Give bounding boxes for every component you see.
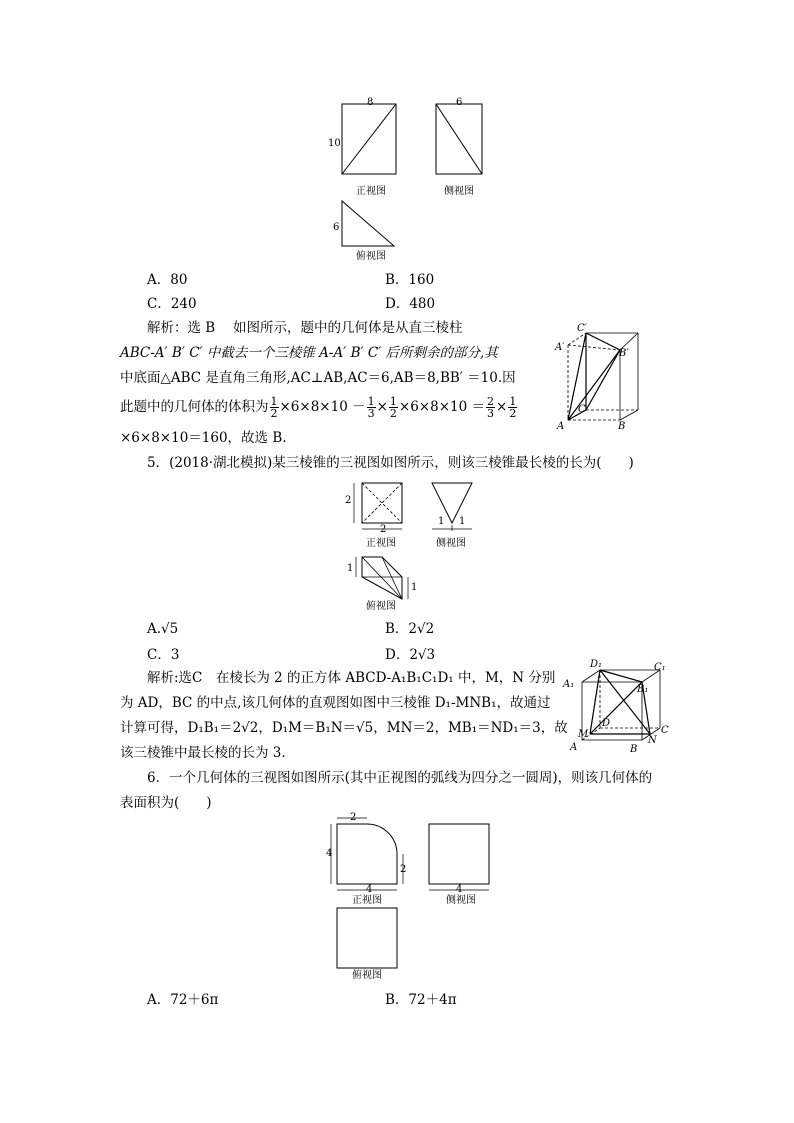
q6-front-view — [337, 824, 397, 884]
q5-solution-line2: 为 AD，BC 的中点,该几何体的直观图如图中三棱锥 D₁-MNB₁，故通过 — [120, 695, 551, 711]
q5-option-c: C．3 — [147, 647, 180, 663]
q5-three-view-figure — [340, 475, 490, 615]
q6-option-b: B．72＋4π — [385, 992, 457, 1008]
q5-front-label: 正视图 — [366, 538, 396, 549]
q4-option-b: B．160 — [385, 272, 435, 288]
q4-side-diagonal — [436, 104, 482, 174]
q4-frac-two-thirds: $\frac{2}{3}$ — [487, 395, 494, 420]
q5-cube-label-a1: A₁ — [563, 679, 575, 690]
q5-solution-line1: 解析:选C 在棱长为 2 的正方体 ABCD-A₁B₁C₁D₁ 中，M，N 分别 — [147, 670, 556, 686]
q5-dim-front-left: 2 — [345, 495, 352, 506]
q5-top-label: 俯视图 — [366, 601, 396, 612]
q4-option-a: A．80 — [147, 272, 188, 288]
q6-dim-bottom: 4 — [366, 884, 373, 895]
q6-side-view — [429, 824, 489, 884]
q4-front-label: 正视图 — [356, 186, 386, 197]
q4-prism-label-c1: C′ — [577, 323, 587, 334]
q5-dim-side-left: 1 — [438, 516, 445, 527]
q4-line4-mid1: ×6×8×10 － — [279, 399, 366, 415]
q4-solution-line3: 中底面△ABC 是直角三角形,AC⊥AB,AC＝6,AB＝8,BB′ ＝10.因 — [120, 370, 516, 386]
q4-solution-line5: ×6×8×10＝160，故选 B. — [120, 430, 287, 446]
q5-option-d: D．2√3 — [385, 647, 436, 663]
q4-prism-label-a: A — [557, 421, 565, 432]
q5-cube-label-d1: D₁ — [590, 659, 603, 670]
q6-dim-right: 2 — [400, 864, 407, 875]
q5-option-b: B．2√2 — [385, 621, 435, 637]
q5-solution-line4: 该三棱锥中最长棱的长为 3. — [120, 745, 286, 761]
q5-stem: 5．(2018·湖北模拟)某三棱锥的三视图如图所示，则该三棱锥最长棱的长为( ) — [147, 455, 634, 471]
q4-line4-mid4: × — [496, 399, 508, 415]
q6-side-label: 侧视图 — [446, 895, 476, 906]
q5-cube-label-d: D — [602, 718, 611, 729]
q4-prism-label-b: B — [618, 421, 626, 432]
q4-dim-plan: 6 — [333, 222, 340, 233]
q5-front-view — [362, 483, 402, 523]
q4-frac-half-2: $\frac{1}{2}$ — [389, 395, 397, 420]
q4-option-c: C．240 — [147, 296, 197, 312]
q6-dim-top: 2 — [350, 812, 357, 823]
q5-cube-label-b1: B₁ — [637, 684, 649, 695]
q6-dim-left: 4 — [326, 848, 333, 859]
q5-option-a: A.√5 — [147, 621, 179, 637]
q4-frac-half-3: $\frac{1}{2}$ — [509, 395, 517, 420]
q4-dim-top: 8 — [367, 97, 374, 108]
q5-dim-top-left: 1 — [347, 563, 354, 574]
q4-frac-third: $\frac{1}{3}$ — [367, 395, 375, 420]
q4-solution-line4 — [120, 396, 518, 419]
q4-line4-prefix: 此题中的几何体的体积为 — [120, 399, 269, 415]
q5-cube-label-m: M — [578, 729, 589, 740]
q6-top-label: 俯视图 — [352, 970, 382, 981]
q6-option-a: A．72＋6π — [147, 992, 219, 1008]
q6-stem-line2: 表面积为( ) — [120, 795, 212, 811]
q6-front-label: 正视图 — [352, 895, 382, 906]
q5-dim-front-bottom: 2 — [380, 524, 387, 535]
q5-dim-top-right: 1 — [411, 582, 418, 593]
q4-three-view-figure — [330, 92, 500, 267]
q5-dim-side-right: 1 — [459, 516, 466, 527]
q4-prism-figure — [558, 325, 648, 435]
q4-prism-label-c: C — [578, 404, 586, 415]
q4-option-d: D．480 — [385, 296, 436, 312]
q4-line4-mid3: ×6×8×10 ＝ — [398, 399, 485, 415]
q4-line4-mid2: × — [376, 399, 388, 415]
q5-cube-label-a: A — [570, 742, 578, 753]
q5-side-label: 侧视图 — [436, 538, 466, 549]
q4-side-label: 侧视图 — [444, 186, 474, 197]
q4-top-label: 俯视图 — [356, 251, 386, 262]
q4-prism-label-a1: A′ — [555, 342, 565, 353]
q6-top-view — [337, 908, 397, 968]
q5-cube-label-c: C — [661, 725, 669, 736]
q4-front-diagonal — [342, 104, 396, 174]
q5-solution-line3: 计算可得，D₁B₁＝2√2，D₁M＝B₁N＝√5，MN＝2，MB₁＝ND₁＝3，故 — [120, 720, 568, 736]
q6-stem-line1: 6．一个几何体的三视图如图所示(其中正视图的弧线为四分之一圆周)，则该几何体的 — [147, 770, 653, 786]
q4-prism-label-b1: B′ — [619, 348, 629, 359]
q5-cube-label-n: N — [648, 735, 657, 746]
q6-dim-side: 4 — [456, 884, 463, 895]
q5-cube-label-b: B — [630, 744, 638, 755]
q4-frac-half-1: $\frac{1}{2}$ — [270, 395, 278, 420]
q4-dim-left: 10 — [328, 138, 341, 149]
q4-top-view-triangle — [342, 201, 394, 246]
q4-solution-line2: ABC-A′ B′ C′ 中截去一个三棱锥 A-A′ B′ C′ 后所剩余的部分,其 — [120, 345, 498, 361]
q5-cube-label-c1: C₁ — [654, 662, 666, 673]
q4-dim-side-top: 6 — [456, 97, 463, 108]
q4-solution-line1: 解析：选 B 如图所示，题中的几何体是从直三棱柱 — [147, 320, 463, 336]
